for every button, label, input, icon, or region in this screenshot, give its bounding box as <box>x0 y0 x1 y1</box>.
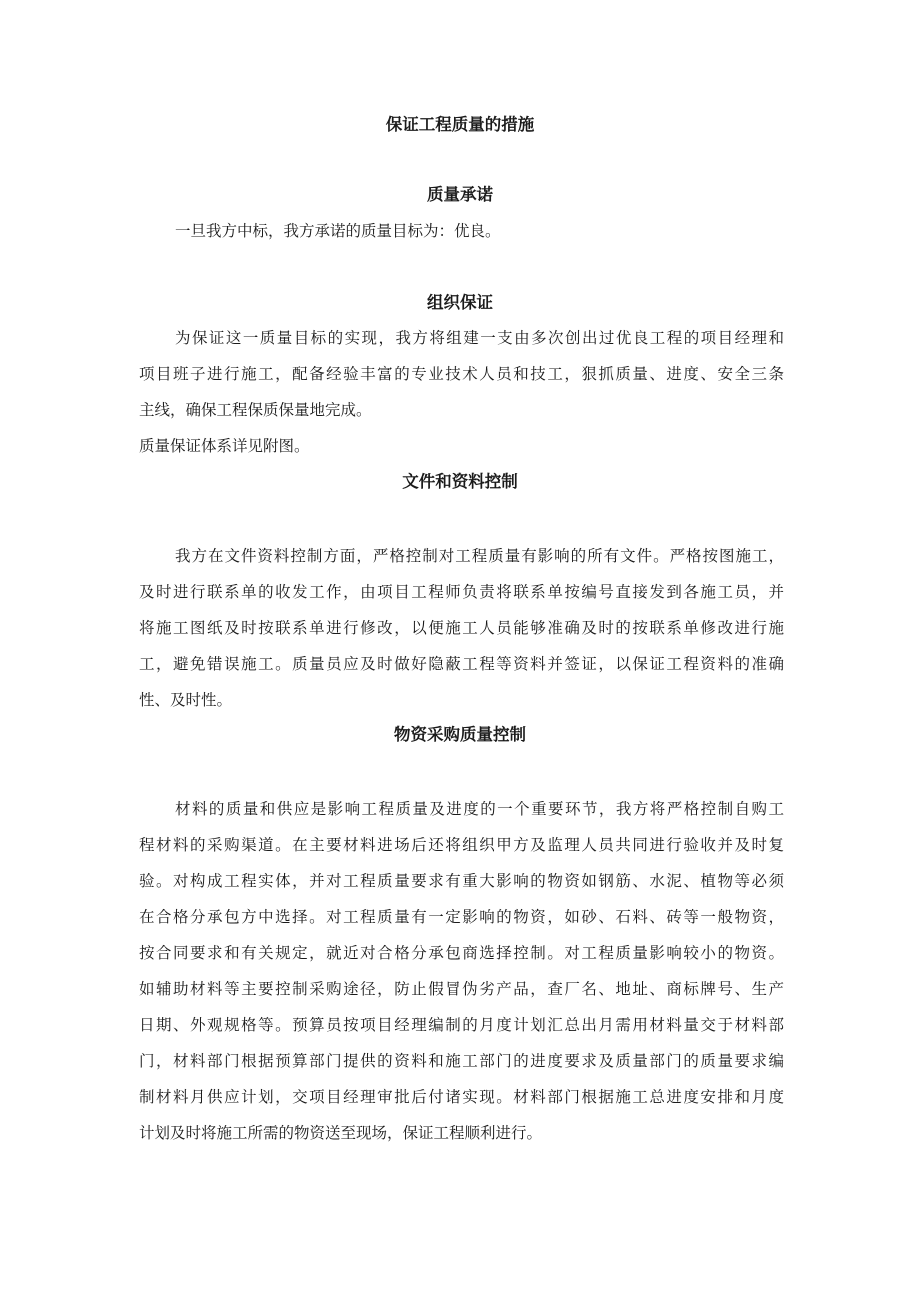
paragraph-line: 项目班子进行施工，配备经验丰富的专业技术人员和技工，狠抓质量、进度、安全三条 <box>139 365 784 383</box>
paragraph-line: 验。对构成工程实体，并对工程质量要求有重大影响的物资如钢筋、水泥、植物等必须 <box>139 872 784 890</box>
paragraph-line: 工，避免错误施工。质量员应及时做好隐蔽工程等资料并签证，以保证工程资料的准确 <box>139 655 784 673</box>
paragraph-line: 门，材料部门根据预算部门提供的资料和施工部门的进度要求及质量部门的质量要求编 <box>139 1052 784 1070</box>
paragraph-line: 主线，确保工程保质保量地完成。 <box>139 401 372 419</box>
paragraph-line: 性、及时性。 <box>139 691 233 709</box>
paragraph-line: 计划及时将施工所需的物资送至现场，保证工程顺利进行。 <box>139 1124 543 1142</box>
paragraph-line: 质量保证体系详见附图。 <box>139 437 310 455</box>
section-heading-procurement: 物资采购质量控制 <box>394 725 526 744</box>
section-heading-document-control: 文件和资料控制 <box>402 472 518 491</box>
paragraph-line: 将施工图纸及时按联系单进行修改，以便施工人员能够准确及时的按联系单修改进行施 <box>139 619 784 637</box>
paragraph-line: 按合同要求和有关规定，就近对合格分承包商选择控制。对工程质量影响较小的物资。 <box>139 944 784 962</box>
paragraph-line: 一旦我方中标，我方承诺的质量目标为：优良。 <box>175 222 501 240</box>
paragraph-line: 程材料的采购渠道。在主要材料进场后还将组织甲方及监理人员共同进行验收并及时复 <box>139 836 784 854</box>
paragraph-line: 为保证这一质量目标的实现，我方将组建一支由多次创出过优良工程的项目经理和 <box>175 329 784 347</box>
paragraph-line: 如辅助材料等主要控制采购途径，防止假冒伪劣产品，查厂名、地址、商标牌号、生产 <box>139 980 784 998</box>
paragraph-line: 制材料月供应计划，交项目经理审批后付诸实现。材料部门根据施工总进度安排和月度 <box>139 1088 784 1106</box>
paragraph-line: 及时进行联系单的收发工作，由项目工程师负责将联系单按编号直接发到各施工员，并 <box>139 583 784 601</box>
document-title: 保证工程质量的措施 <box>385 115 535 134</box>
section-heading-quality-commitment: 质量承诺 <box>427 185 493 204</box>
paragraph-line: 在合格分承包方中选择。对工程质量有一定影响的物资，如砂、石料、砖等一般物资， <box>139 908 784 926</box>
section-heading-organization: 组织保证 <box>427 293 493 312</box>
paragraph-line: 我方在文件资料控制方面，严格控制对工程质量有影响的所有文件。严格按图施工， <box>175 547 784 565</box>
paragraph-line: 日期、外观规格等。预算员按项目经理编制的月度计划汇总出月需用材料量交于材料部 <box>139 1016 784 1034</box>
paragraph-line: 材料的质量和供应是影响工程质量及进度的一个重要环节，我方将严格控制自购工 <box>175 800 784 818</box>
